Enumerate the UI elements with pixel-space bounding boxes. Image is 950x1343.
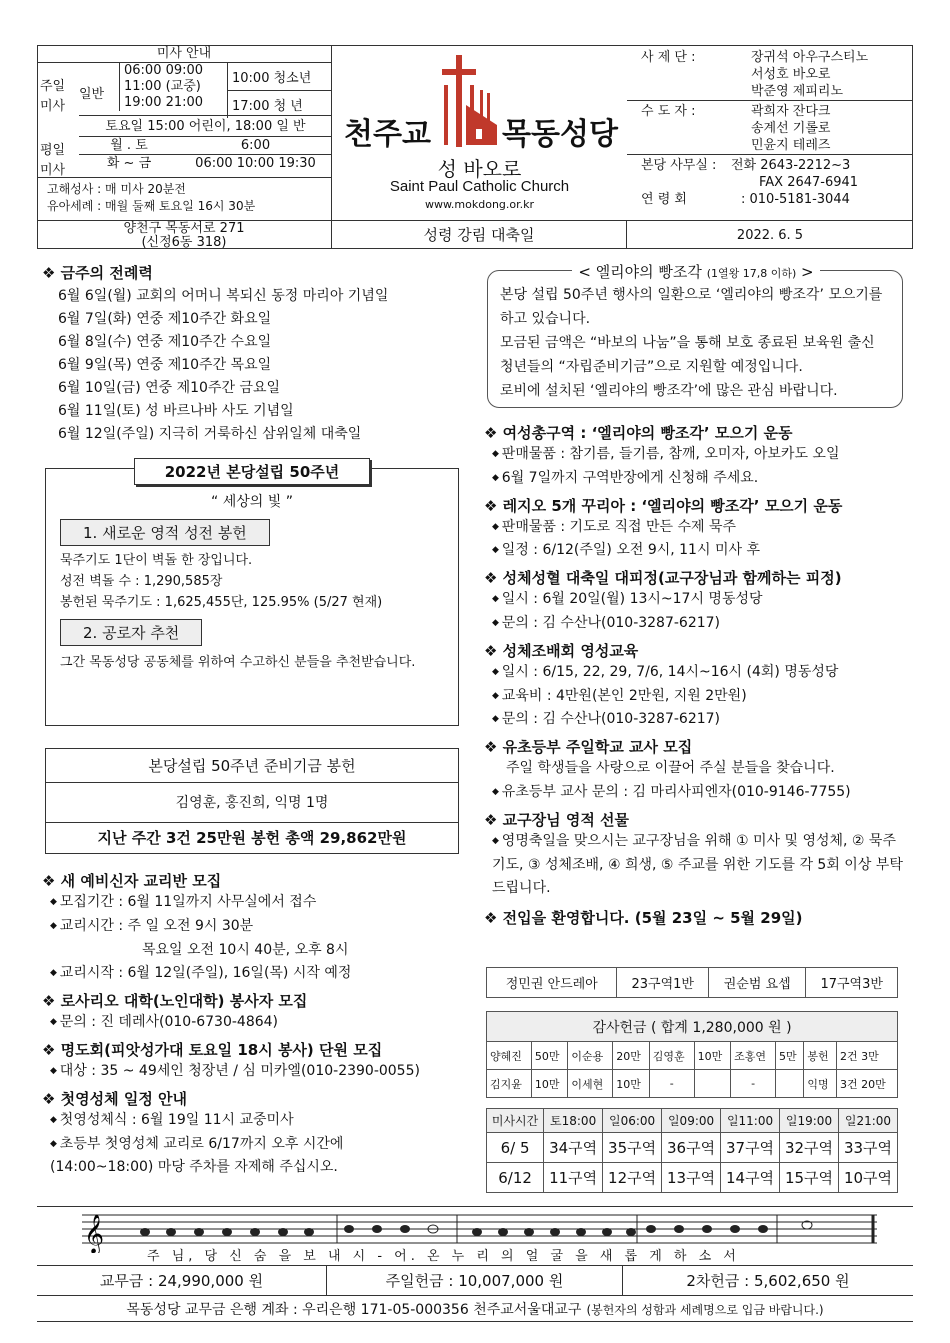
weekday-times-2: 06:00 10:00 19:30 [195,156,316,171]
elijah-box [487,263,903,408]
elijah-text [500,283,890,403]
notice-title: ❖ 명도회(피앗성가대 토요일 18시 봉사) 단원 모집 [42,1040,383,1059]
church-en: Saint Paul Catholic Church [389,178,570,195]
thanks-cell: 봉헌 [804,1042,837,1070]
notice-title: ❖ 유초등부 주일학교 교사 모집 [484,738,693,757]
sec1-line: 성전 벽돌 수 : 1,290,585장 [60,574,223,589]
thanks-cell [694,1070,731,1098]
bulletin-date: 2022. 6. 5 [627,220,913,249]
sacraments [37,177,332,218]
church-logo [332,45,627,220]
music-lyrics: 주 님, 당 신 숨 을 보 내 시 - 어. 온 누 리 의 얼 굴 을 새 롭 게 하 소 서 [147,1249,740,1264]
mass-cell: 6/ 5 [487,1133,544,1163]
notice-item: ◆ 초등부 첫영성체 교리로 6/17까지 오후 시간에 (14:00~18:00) 마당 주차를 자제해 주십시오. [42,1133,412,1181]
weekday-days-1: 월 . 토 [110,138,148,153]
thanks-cell: 익명 [804,1070,837,1098]
notice-title: ❖ 교구장님 영적 선물 [484,810,630,829]
mass-header-cell: 미사시간 [487,1109,544,1133]
mass-cell: 33구역 [838,1133,897,1163]
mass-cell: 32구역 [780,1133,839,1163]
liturgy-item: 6월 7일(화) 연중 제10주간 화요일 [58,311,272,327]
liturgy-title: ❖ 금주의 전례력 [42,264,153,282]
mass-header-cell: 일11:00 [721,1109,780,1133]
thanks-cell: 20만 [613,1042,650,1070]
second-offering: 2차헌금 : 5,602,650 원 [686,1272,850,1290]
nun-label: 수 도 자 : [641,104,696,119]
notice-item: ◆ 일시 : 6월 20일(월) 13시~17시 명동성당 [484,588,904,612]
thanks-cell [776,1070,804,1098]
elijah-line: 로비에 설치된 ‘엘리야의 빵조각’에 많은 관심 바랍니다. [500,383,838,399]
thanks-cell: 5만 [776,1042,804,1070]
address [37,220,332,249]
liturgy-item: 6월 9일(목) 연중 제10주간 목요일 [58,357,272,373]
website: www.mokdong.or.kr [424,198,535,211]
thanks-cell: 10만 [531,1070,568,1098]
fund-title: 본당설립 50주년 준비기금 봉헌 [46,749,458,783]
office-label: 본당 사무실 : [641,158,717,173]
notice-item: ◆ 판매물품 : 참기름, 들기름, 참깨, 오미자, 아보카도 오일 [484,443,904,467]
address-line-2: (신정6동 318) [141,235,227,250]
thanks-cell: 10만 [694,1042,731,1070]
welcome-cell: 23구역1반 [617,968,709,998]
thanks-cell: 3건 20만 [837,1070,898,1098]
sunday-time-2: 11:00 (교중) [124,79,201,94]
fund-box [45,748,459,854]
sec1-line: 묵주기도 1단이 벽돌 한 장입니다. [60,553,253,568]
notice-title: ❖ 성체조배회 영성교육 [484,641,639,660]
weekday-days-2: 화 ~ 금 [106,156,152,171]
liturgy-item: 6월 8일(수) 연중 제10주간 수요일 [58,334,272,350]
baptism-info: 유아세례 : 매월 둘째 토요일 16시 30분 [47,199,256,213]
address-line-1: 양천구 목동서로 271 [123,221,245,236]
mass-cell: 6/12 [487,1163,544,1193]
notice-item: ◆ 영명축일을 맞으시는 교구장님을 위해 ① 미사 및 영성체, ② 묵주기도, ③ 성체조배, ④ 희생, ⑤ 주교를 위한 기도를 각 5회 이상 부탁 드립니다. [484,830,904,901]
sunday-label: 주일 미사 [40,79,66,114]
welcome-cell: 권순범 요셉 [709,968,806,998]
church-title-left: 천주교 [344,117,431,152]
notice-item: 목요일 오전 10시 40분, 오후 8시 [142,941,349,958]
elijah-title: < 엘리야의 빵조각 [578,263,702,281]
notice-title: ❖ 새 예비신자 교리반 모집 [42,872,222,890]
welcome-table [486,967,898,998]
anniversary-subtitle: “ 세상의 빛 ” [211,494,293,510]
thanks-cell: 50만 [531,1042,568,1070]
notice-item: ◆ 일시 : 6/15, 22, 29, 7/6, 14시~16시 (4회) 명동성당 [484,661,904,685]
mass-schedule [37,45,332,220]
mass-cell: 13구역 [662,1163,721,1193]
notice-item: ◆ 문의 : 김 수산나(010-3287-6217) [484,612,904,636]
clergy-info [627,45,913,220]
church-patron: 성 바오로 [437,157,522,181]
thanks-cell: 김지윤 [487,1070,532,1098]
notice-item: ◆ 6월 7일까지 구역반장에게 신청해 주세요. [484,467,904,491]
priest-3: 박준영 제피리노 [627,83,913,101]
elijah-line: 본당 설립 50주년 행사의 일환으로 ‘엘리야의 빵조각’ 모으기를 하고 있습니다. [500,287,883,327]
thanks-cell: 2건 3만 [837,1042,898,1070]
priest-label: 사 제 단 : [641,50,696,65]
council-phone: : 010-5181-3044 [741,192,850,207]
sec1-lines [60,550,444,613]
music-score [37,1206,913,1266]
youth-time-2: 17:00 청 년 [232,99,303,114]
notice-title: ❖ 성체성혈 대축일 대피정(교구장님과 함께하는 피정) [484,569,842,588]
notice-title: ❖ 레지오 5개 꾸리아 : ‘엘리야의 빵조각’ 모으기 운동 [484,496,843,515]
liturgy-item: 6월 10일(금) 연중 제10주간 금요일 [58,380,281,396]
notice-item: 주일 학생들을 사랑으로 이끌어 주실 분들을 찾습니다. [506,760,835,777]
thanks-cell: 양혜진 [487,1042,532,1070]
notice-item: ◆ 교육비 : 4만원(본인 2만원, 지원 2만원) [484,685,904,709]
notice-item: ◆ 교리시간 : 주 일 오전 9시 30분 [42,915,472,939]
notice-title: ❖ 로사리오 대학(노인대학) 봉사자 모집 [42,992,308,1011]
mass-cell: 37구역 [721,1133,780,1163]
notice-item: ◆ 일정 : 6/12(주일) 오전 9시, 11시 미사 후 [484,539,904,563]
nun-2: 송계선 기롤로 [751,121,831,136]
confession-info: 고해성사 : 매 미사 20분전 [47,182,186,196]
mass-header-cell: 일06:00 [603,1109,662,1133]
thanks-table [486,1011,898,1098]
saturday-schedule: 토요일 15:00 어린이, 18:00 일 반 [79,115,332,137]
mass-header-cell: 일09:00 [662,1109,721,1133]
sunday-time-3: 19:00 21:00 [124,95,204,110]
thanks-cell: 조홍연 [731,1042,776,1070]
liturgy-item: 6월 11일(토) 성 바르나바 사도 기념일 [58,403,294,419]
mass-header-cell: 일21:00 [838,1109,897,1133]
bank-note: (봉헌자의 성함과 세례명으로 입금 바랍니다.) [586,1303,824,1317]
council-label: 연 령 회 [641,192,687,207]
fund-summary: 지난 주간 3건 25만원 봉헌 총액 29,862만원 [97,829,407,847]
notice-item: ◆ 판매물품 : 기도로 직접 만든 수제 묵주 [484,516,904,540]
sunday-offering: 주일헌금 : 10,007,000 원 [327,1266,623,1295]
weekday-times-1: 6:00 [240,138,271,153]
notice-title: ❖ 여성총구역 : ‘엘리야의 빵조각’ 모으기 운동 [484,424,793,442]
mass-assign-table [486,1108,898,1193]
office-phone: 전화 2643-2212~3 [731,158,851,173]
weekday-label: 평일 미사 [40,143,66,178]
mass-cell: 36구역 [662,1133,721,1163]
liturgy-list [42,285,462,446]
weekday-rows [79,137,332,173]
welcome-cell: 17구역3반 [806,968,898,998]
mass-cell: 10구역 [838,1163,897,1193]
liturgy-section [42,258,462,446]
church-title-right: 목동성당 [502,117,618,152]
bank-info [37,1296,913,1322]
footer-totals [37,1266,913,1296]
thanks-cell: 이순용 [568,1042,613,1070]
mass-title: 미사 안내 [37,45,331,63]
mass-cell: 14구역 [721,1163,780,1193]
fund-donors: 김영훈, 홍진희, 익명 1명 [46,783,458,823]
anniversary-box [45,463,459,726]
mass-cell: 35구역 [603,1133,662,1163]
notice-item: ◆ 첫영성체식 : 6월 19일 11시 교중미사 [42,1109,472,1133]
elijah-ref: (1열왕 17,8 이하) [706,267,797,280]
welcome-title: ❖ 전입을 환영합니다. (5월 23일 ~ 5월 29일) [484,909,803,928]
youth-times [227,63,332,118]
priest-2: 서성호 바오로 [751,67,831,82]
welcome-cell: 정민권 안드레아 [487,968,617,998]
notice-title: ❖ 첫영성체 일정 안내 [42,1089,188,1108]
feast-title: 성령 강림 대축일 [332,220,627,249]
notice-item: ◆ 교리시작 : 6월 12일(주일), 16일(목) 시작 예정 [42,962,472,986]
right-notices [484,418,904,928]
sec2-title: 2. 공로자 추천 [60,619,202,646]
notice-item: ◆ 유초등부 교사 문의 : 김 마리사피엔자(010-9146-7755) [484,781,904,805]
elijah-title-end: > [801,263,814,281]
thanks-title: 감사헌금 ( 합계 1,280,000 원 ) [487,1012,898,1042]
notice-item: ◆ 모집기간 : 6월 11일까지 사무실에서 접수 [42,891,472,915]
nun-3: 민윤지 테레즈 [627,137,913,155]
thanks-cell: 이세현 [568,1070,613,1098]
tithe-total: 교무금 : 24,990,000 원 [37,1266,327,1295]
left-notices [42,866,472,1180]
thanks-cell: 김영훈 [649,1042,694,1070]
youth-time-1: 10:00 청소년 [228,63,332,91]
notice-item: ◆ 대상 : 35 ~ 49세인 청장년 / 심 미카엘(010-2390-0055) [42,1060,472,1084]
liturgy-item: 6월 6일(월) 교회의 어머니 복되신 동정 마리아 기념일 [58,288,389,304]
anniversary-title: 2022년 본당설립 50주년 [134,458,371,485]
thanks-cell: - [731,1070,776,1098]
mass-cell: 15구역 [780,1163,839,1193]
sec2-text: 그간 목동성당 공동체를 위하여 수고하신 분들을 추천받습니다. [60,655,416,670]
notice-item: ◆ 문의 : 진 데레사(010-6730-4864) [42,1011,472,1035]
sunday-sub: 일반 [79,87,105,102]
notice-item: ◆ 문의 : 김 수산나(010-3287-6217) [484,708,904,732]
thanks-cell: - [649,1070,694,1098]
sec1-title: 1. 새로운 영적 성전 봉헌 [60,519,270,546]
svg-text:𝄞: 𝄞 [84,1214,105,1253]
sunday-times [119,63,219,111]
bank-account: 목동성당 교무금 은행 계좌 : 우리은행 171-05-000356 천주교서울대교구 [126,1302,582,1318]
elijah-line: 모금된 금액은 “바보의 나눔”을 통해 보호 종료된 보육원 출신 청년들의 “자립준비기금”으로 지원할 예정입니다. [500,335,875,375]
mass-header-cell: 일19:00 [780,1109,839,1133]
thanks-cell: 10만 [613,1070,650,1098]
priest-1: 장귀석 아우구스티노 [751,50,869,65]
mass-header-cell: 토18:00 [544,1109,603,1133]
sunday-time-1: 06:00 09:00 [124,63,204,78]
mass-cell: 11구역 [544,1163,603,1193]
mass-cell: 34구역 [544,1133,603,1163]
liturgy-item: 6월 12일(주일) 지극히 거룩하신 삼위일체 대축일 [58,426,362,442]
mass-cell: 12구역 [603,1163,662,1193]
nun-1: 곽희자 잔다크 [751,104,831,119]
office-fax: FAX 2647-6941 [759,175,859,190]
sec1-line: 봉헌된 묵주기도 : 1,625,455단, 125.95% (5/27 현재) [60,595,383,610]
